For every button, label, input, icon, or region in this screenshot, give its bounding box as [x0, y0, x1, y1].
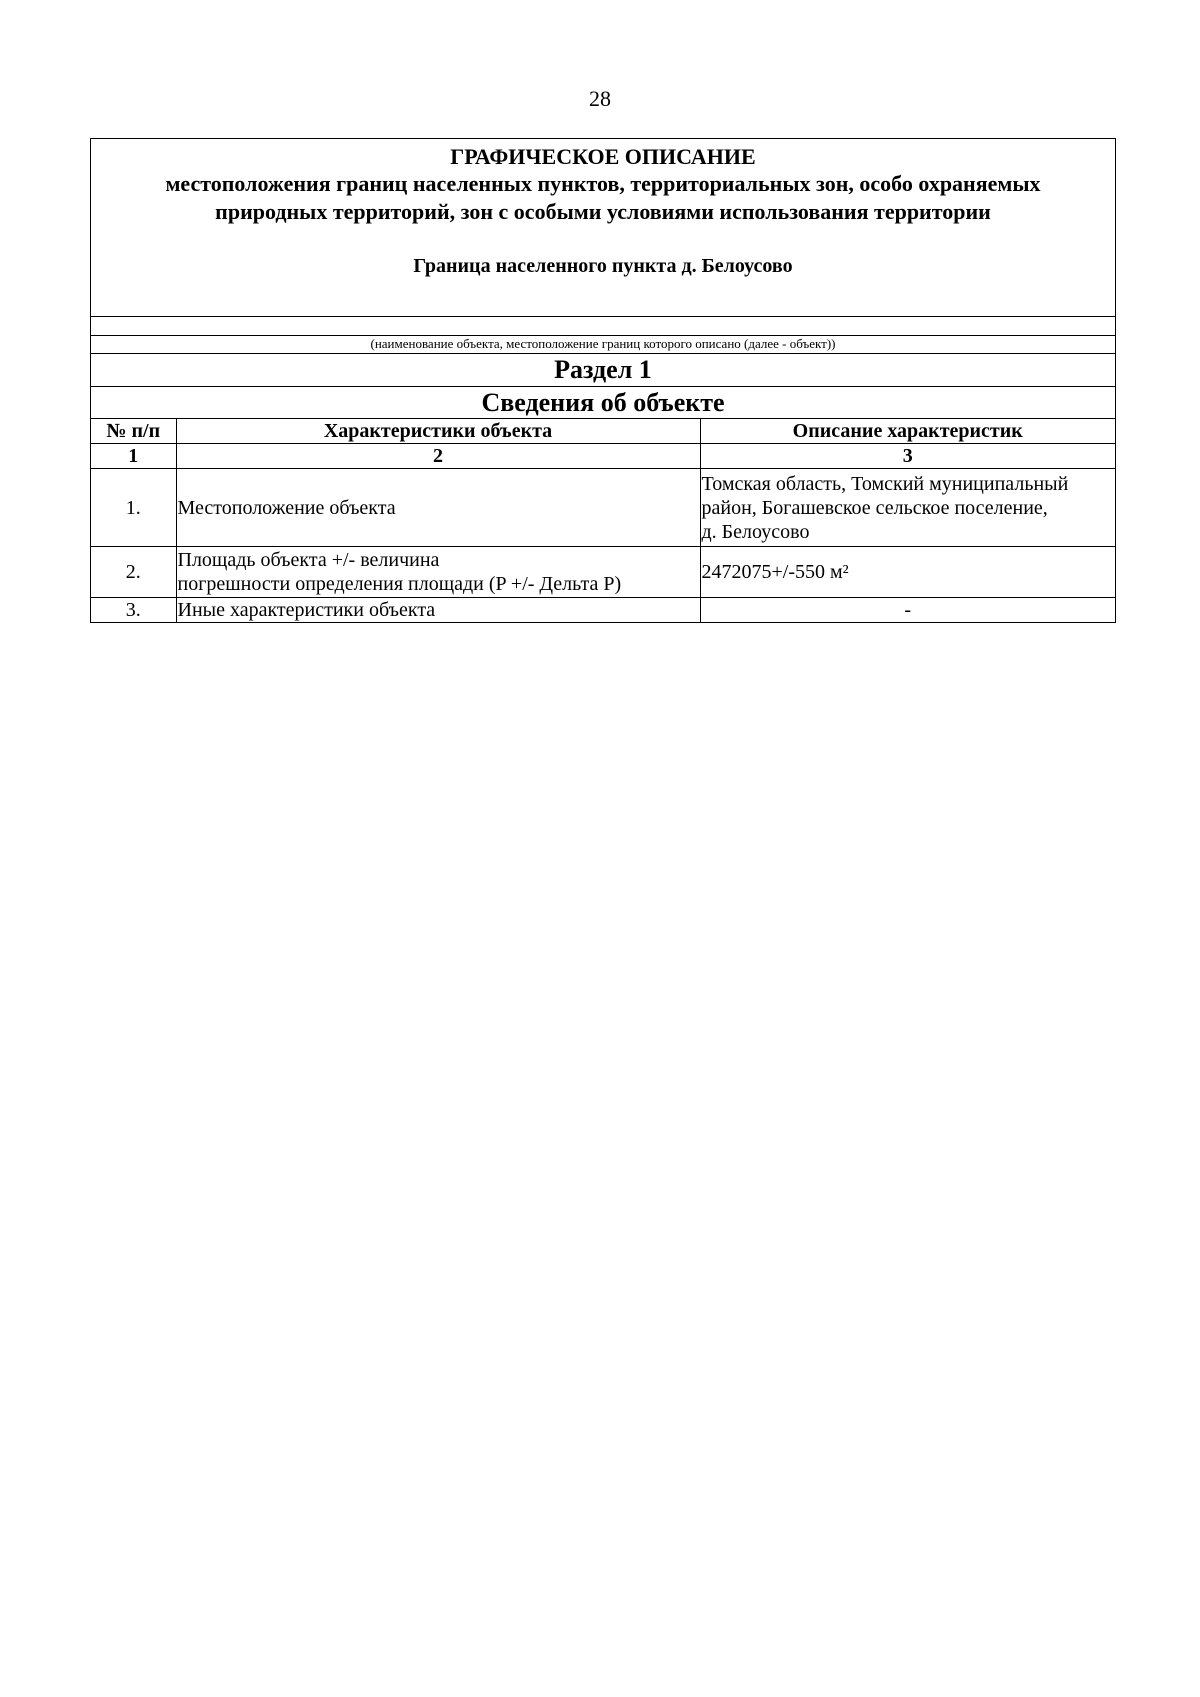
- document-subtitle-line-1: местоположения границ населенных пунктов, территориальных зон, особо охраняемых: [165, 171, 1041, 196]
- characteristic-line: погрешности определения площади (P +/- Дельта P): [177, 573, 622, 595]
- row-description: 2472075+/-550 м²: [700, 547, 1115, 598]
- page-number: 28: [589, 86, 611, 111]
- column-number-3: 3: [700, 444, 1115, 469]
- section-subtitle: Сведения об объекте: [91, 386, 1115, 418]
- table-header-row: [91, 419, 1115, 444]
- object-name-caption: (наименование объекта, местоположение границ которого описано (далее - объект)): [91, 335, 1115, 353]
- row-number: 3.: [91, 598, 176, 623]
- column-header-description: Описание характеристик: [700, 419, 1115, 444]
- description-line: д. Белоусово: [701, 520, 810, 543]
- row-characteristic: [176, 547, 700, 598]
- column-number-2: 2: [176, 444, 700, 469]
- document-subtitle-line-2: природных территорий, зон с особыми условиями использования территории: [215, 199, 991, 224]
- object-name: Граница населенного пункта д. Белоусово: [413, 255, 793, 277]
- graphic-description-document: [90, 138, 1116, 623]
- object-info-table: [91, 419, 1115, 622]
- table-row: [91, 547, 1115, 598]
- section-title: Раздел 1: [91, 353, 1115, 386]
- row-description: -: [700, 598, 1115, 623]
- document-title: ГРАФИЧЕСКОЕ ОПИСАНИЕ: [450, 144, 756, 169]
- column-number-1: 1: [91, 444, 176, 469]
- column-header-characteristic: Характеристики объекта: [176, 419, 700, 444]
- characteristic-line: Площадь объекта +/- величина: [177, 549, 440, 571]
- table-wrapper: [91, 418, 1115, 622]
- column-header-number: № п/п: [91, 419, 176, 444]
- table-row: [91, 469, 1115, 547]
- description-line: район, Богашевское сельское поселение,: [701, 496, 1048, 519]
- document-header: [91, 139, 1115, 316]
- row-number: 1.: [91, 469, 176, 547]
- description-line: Томская область, Томский муниципальный: [701, 472, 1069, 495]
- row-characteristic: Местоположение объекта: [176, 469, 700, 547]
- spacer-row: [91, 316, 1115, 335]
- column-number-row: [91, 444, 1115, 469]
- row-characteristic: Иные характеристики объекта: [176, 598, 700, 623]
- row-description: [700, 469, 1115, 547]
- table-row: [91, 598, 1115, 623]
- row-number: 2.: [91, 547, 176, 598]
